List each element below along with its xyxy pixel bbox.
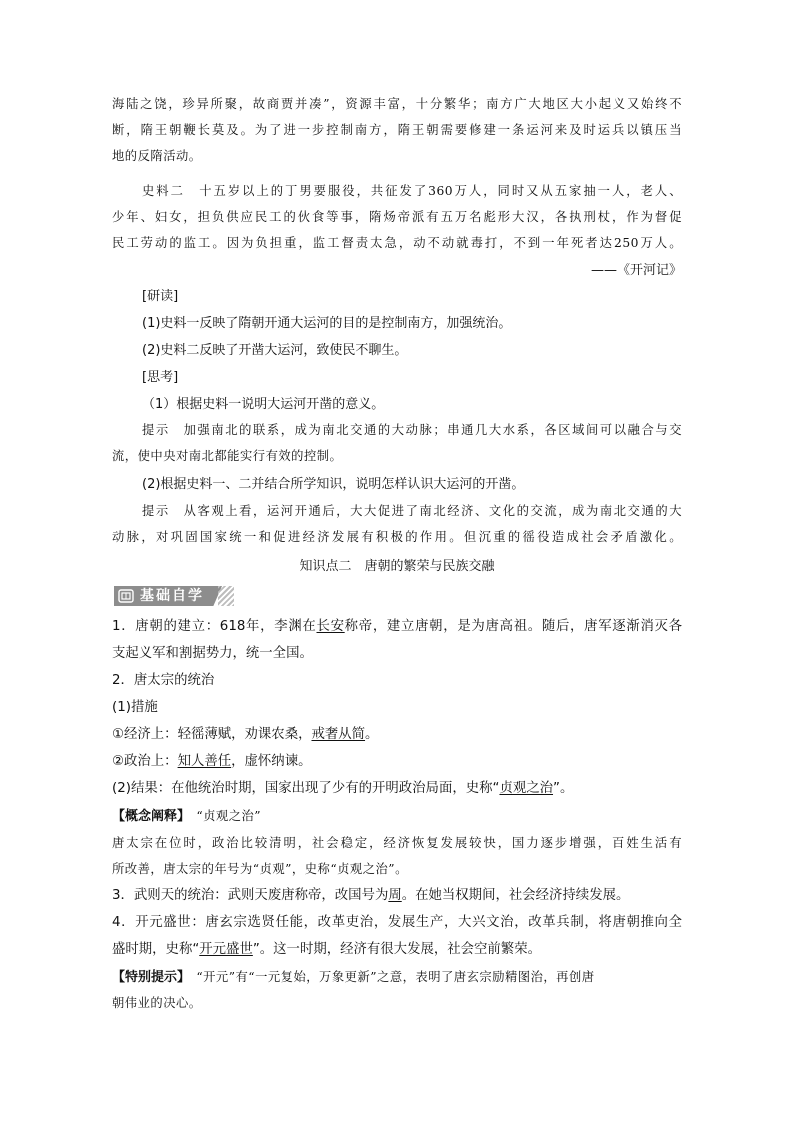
- concept-line: 所改善，唐太宗的年号为“贞观”，史称“贞观之治”。: [112, 862, 408, 876]
- text: ①经济上：轻徭薄赋，劝课农桑，: [112, 727, 312, 742]
- text: 3．武则天的统治：武则天废唐称帝，改国号为: [112, 888, 389, 903]
- measure-economy: [112, 726, 682, 743]
- result-line: [112, 780, 682, 797]
- item-4-line: 4．开元盛世：唐玄宗选贤任能，改革吏治，发展生产，大兴文治，改革兵制，将唐朝推向全: [112, 915, 682, 930]
- text: 盛时期，史称“: [112, 942, 200, 957]
- source-two-line: 史料二 十五岁以上的丁男要服役，共征发了360万人，同时又从五家抽一人，老人、: [142, 184, 682, 198]
- study-heading: [研读]: [142, 289, 179, 304]
- hint-line: 动脉，对巩固国家统一和促进经济发展有积极的作用。但沉重的徭役造成社会矛盾激化。: [112, 530, 682, 544]
- item-3-line: [112, 887, 682, 904]
- paragraph-line: 地的反隋活动。: [112, 149, 202, 163]
- think-question-1: （1）根据史料一说明大运河开凿的意义。: [142, 397, 385, 412]
- paragraph-line: 少年、妇女，担负供应民工的伙食等事，隋炀帝派有五万名彪形大汉，各执刑杖，作为督促: [112, 210, 682, 224]
- text: 1．唐朝的建立：618年，李渊在: [112, 619, 317, 634]
- paragraph-line: 海陆之饶，珍异所聚，故商贾并凑”，资源丰富，十分繁华；南方广大地区大小起义又始终不: [112, 97, 682, 111]
- study-point-2: (2)史料二反映了开凿大运河，致使民不聊生。: [142, 343, 408, 358]
- special-tip-line: [112, 969, 682, 986]
- item-4-line: [112, 941, 682, 958]
- citation: ——《开河记》: [590, 263, 682, 278]
- text: “开元”有“一元复始，万象更新”之意，表明了唐玄宗励精图治，再创唐: [183, 970, 595, 984]
- paragraph-line: 断，隋王朝鞭长莫及。为了进一步控制南方，隋王朝需要修建一条运河来及时运兵以镇压当: [112, 123, 682, 137]
- tag-stripes: [218, 586, 234, 606]
- special-tip-line: 朝伟业的决心。: [112, 996, 202, 1010]
- tag-label: 基础自学: [140, 588, 204, 604]
- measure-politics: [112, 753, 682, 770]
- text: “贞观之治”: [183, 809, 262, 823]
- item-1-line: [112, 618, 682, 635]
- underlined-answer: 开元盛世: [199, 942, 253, 957]
- concept-line: 唐太宗在位时，政治比较清明，社会稳定，经济恢复发展较快，国力逐步增强，百姓生活有: [112, 836, 682, 850]
- think-heading: [思考]: [142, 370, 179, 385]
- underlined-answer: 戒奢从简: [311, 727, 366, 742]
- item-1-line: 支起义军和割据势力，统一全国。: [112, 646, 313, 661]
- measures-heading: (1)措施: [112, 700, 158, 715]
- section-heading: 知识点二 唐朝的繁荣与民族交融: [299, 559, 495, 574]
- study-point-1: (1)史料一反映了隋朝开通大运河的目的是控制南方，加强统治。: [142, 316, 512, 331]
- hint-line: 提示 从客观上看，运河开通后，大大促进了南北经济、文化的交流，成为南北交通的大: [142, 504, 682, 518]
- concept-heading: [112, 808, 682, 825]
- text: ，虚怀纳谏。: [231, 754, 312, 769]
- text: ”。这一时期，经济有很大发展，社会空前繁荣。: [252, 942, 541, 957]
- underlined-answer: 长安: [316, 619, 345, 634]
- text: ②政治上：: [112, 754, 178, 769]
- underlined-answer: 知人善任: [177, 754, 232, 769]
- text: ”。: [553, 781, 574, 796]
- text: 称帝，建立唐朝，是为唐高祖。随后，唐军逐渐消灭各: [344, 619, 683, 634]
- hint-line: 流，使中央对南北都能实行有效的控制。: [112, 449, 343, 463]
- item-2-title: 2．唐太宗的统治: [112, 673, 215, 688]
- basic-self-study-tag: [114, 585, 234, 607]
- text: 。在她当权期间，社会经济持续发展。: [401, 888, 630, 903]
- book-icon: [118, 588, 134, 604]
- text: 。: [365, 727, 379, 742]
- concept-label: 【概念阐释】: [112, 809, 184, 824]
- think-question-2: (2)根据史料一、二并结合所学知识，说明怎样认识大运河的开凿。: [142, 477, 525, 492]
- underlined-answer: 周: [388, 888, 402, 903]
- text: (2)结果：在他统治时期，国家出现了少有的开明政治局面，史称“: [112, 781, 500, 796]
- underlined-answer: 贞观之治: [499, 781, 554, 796]
- paragraph-line: 民工劳动的监工。因为负担重，监工督责太急，动不动就毒打，不到一年死者达250万人。: [112, 236, 682, 250]
- hint-line: 提示 加强南北的联系，成为南北交通的大动脉；串通几大水系，各区域间可以融合与交: [142, 423, 682, 437]
- tip-label: 【特别提示】: [112, 970, 184, 985]
